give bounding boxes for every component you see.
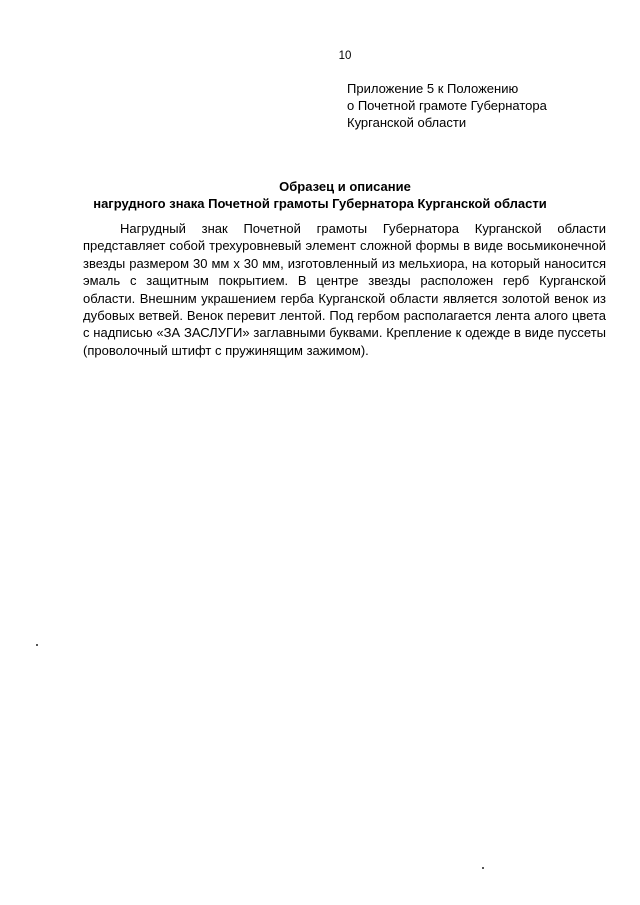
appendix-reference [347, 80, 617, 131]
page-number: 10 [338, 50, 352, 62]
appendix-line-2: о Почетной грамоте Губернатора [347, 98, 547, 113]
appendix-line-1: Приложение 5 к Положению [347, 81, 519, 96]
scan-speck [36, 644, 38, 646]
title-line-2: нагрудного знака Почетной грамоты Губернатора Курганской области [93, 196, 547, 211]
scan-speck [482, 867, 484, 869]
title-line-1: Образец и описание [279, 179, 411, 194]
body-paragraph: Нагрудный знак Почетной грамоты Губернатора Курганской области представляет собой трехуровневый элемент сложной формы в виде восьмиконечной звезды размером 30 мм х 30 мм, изготовленный из мельхиора, на который наносится эмаль с защитным покрытием. В центре звезды расположен герб Курганской области. Внешним украшением герба Курганской области является золотой венок из дубовых ветвей. Венок перевит лентой. Под гербом располагается лента алого цвета с надписью «ЗА ЗАСЛУГИ» заглавными буквами. Крепление к одежде в виде пуссеты (проволочный штифт с пружинящим зажимом). [83, 221, 606, 358]
document-title [0, 178, 640, 212]
appendix-line-3: Курганской области [347, 115, 467, 130]
